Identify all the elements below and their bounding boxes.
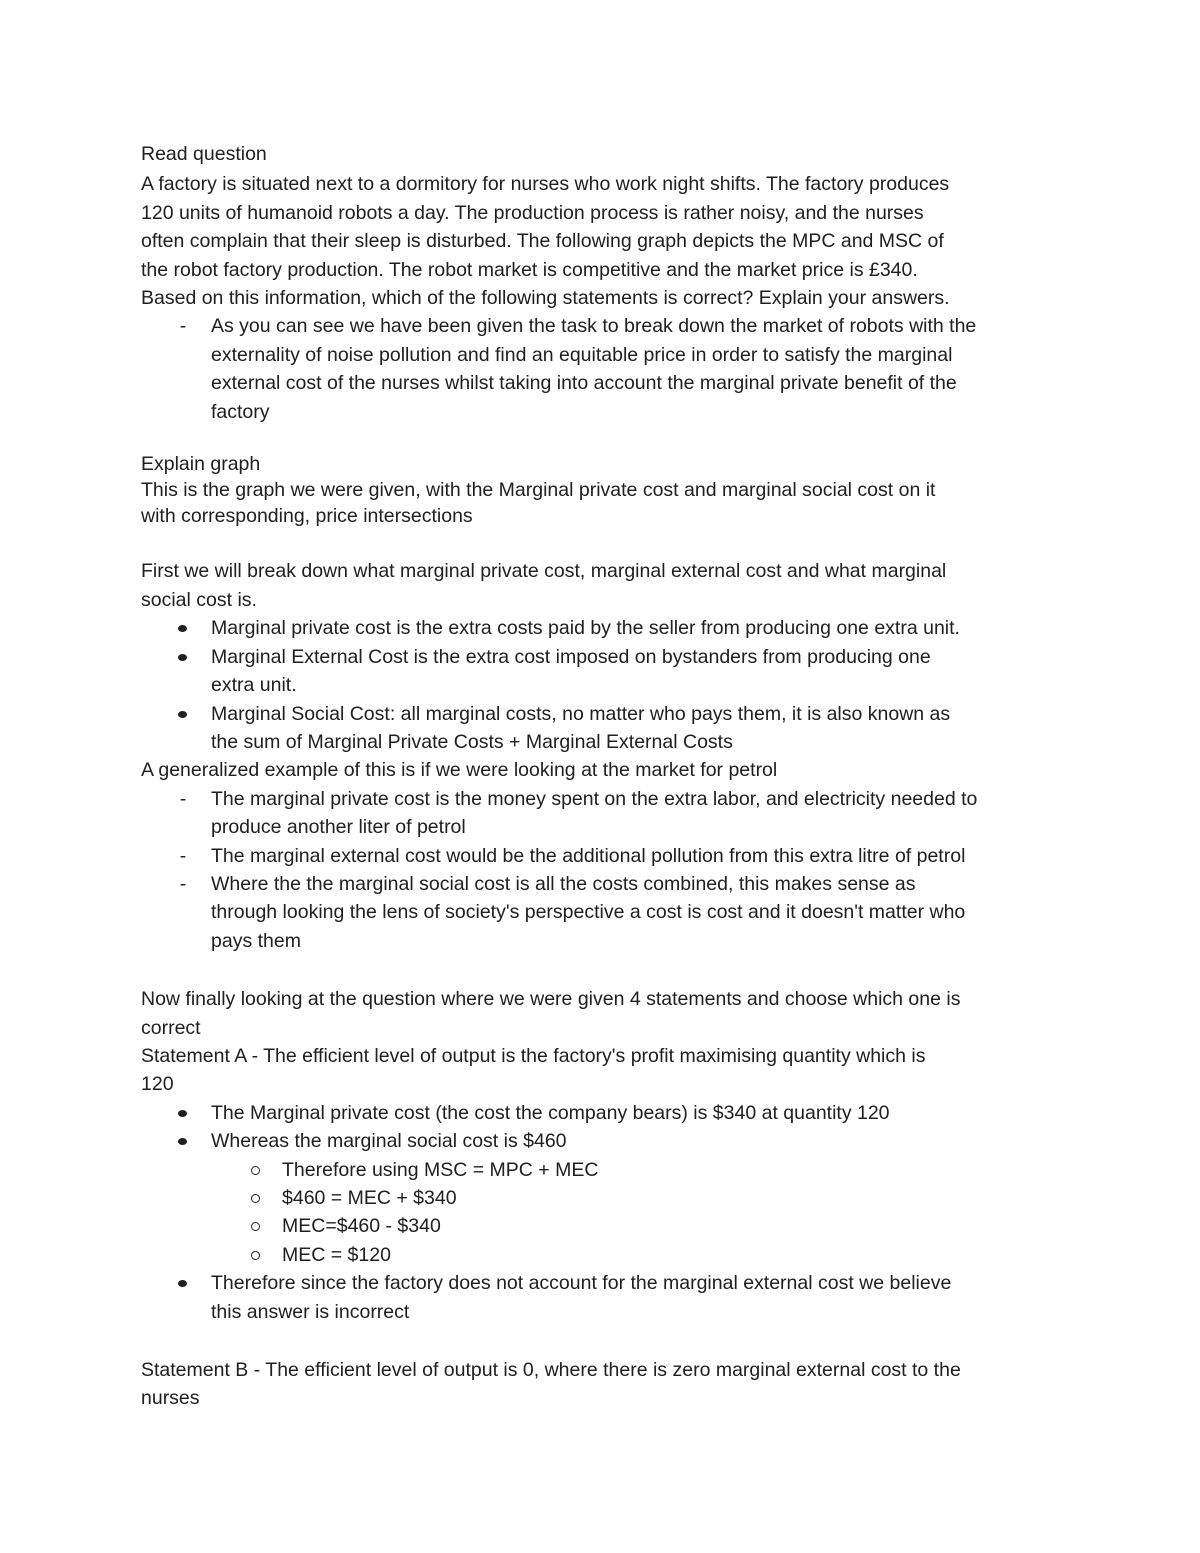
bullet-icon bbox=[178, 711, 187, 718]
list-item bbox=[141, 785, 1071, 842]
graph-line: This is the graph we were given, with the Marginal private cost and marginal social cost on it bbox=[141, 479, 936, 502]
dash-marker: - bbox=[179, 787, 187, 810]
question-line: the robot factory production. The robot market is competitive and the market price is £340. bbox=[141, 258, 918, 281]
list-item bbox=[141, 312, 1071, 426]
list-item-line: external cost of the nurses whilst taking into account the marginal private benefit of the bbox=[211, 372, 957, 395]
statement-b: nurses bbox=[141, 1387, 200, 1410]
read-question-heading: Read question bbox=[141, 143, 267, 165]
circle-bullet-icon bbox=[251, 1194, 260, 1203]
list-item-line: MEC=$460 - $340 bbox=[282, 1215, 441, 1238]
list-item-line: As you can see we have been given the task to break down the market of robots with the bbox=[211, 315, 977, 338]
circle-bullet-icon bbox=[251, 1251, 260, 1260]
question-line: Based on this information, which of the following statements is correct? Explain your answers. bbox=[141, 287, 950, 310]
list-item bbox=[141, 1269, 1071, 1326]
final-line: correct bbox=[141, 1016, 201, 1039]
list-item-line: this answer is incorrect bbox=[211, 1300, 410, 1323]
breakdown-line: social cost is. bbox=[141, 588, 257, 611]
list-item bbox=[141, 614, 1071, 642]
list-item-line: The marginal private cost is the money spent on the extra labor, and electricity needed to bbox=[211, 787, 978, 810]
circle-bullet-icon bbox=[251, 1222, 260, 1231]
statement-a-list bbox=[141, 1099, 1071, 1326]
list-item-line: Therefore since the factory does not account for the marginal external cost we believe bbox=[211, 1272, 952, 1295]
definitions-list bbox=[141, 614, 1071, 756]
list-item-line: MEC = $120 bbox=[282, 1243, 391, 1266]
list-item-line: Whereas the marginal social cost is $460 bbox=[211, 1130, 567, 1153]
list-item bbox=[141, 870, 1071, 955]
list-item-line: $460 = MEC + $340 bbox=[282, 1187, 457, 1209]
list-item bbox=[141, 1099, 1071, 1127]
question-line: often complain that their sleep is disturbed. The following graph depicts the MPC and MSC of bbox=[141, 230, 944, 253]
statement-a: 120 bbox=[141, 1073, 174, 1096]
petrol-intro: A generalized example of this is if we were looking at the market for petrol bbox=[141, 759, 778, 782]
question-line: 120 units of humanoid robots a day. The production process is rather noisy, and the nurses bbox=[141, 201, 924, 224]
bullet-icon bbox=[178, 1138, 187, 1145]
list-item-line: through looking the lens of society's perspective a cost is cost and it doesn't matter who bbox=[211, 901, 966, 924]
dash-marker: - bbox=[179, 872, 187, 895]
graph-line: with corresponding, price intersections bbox=[141, 504, 473, 527]
list-item bbox=[141, 643, 1071, 700]
document-page bbox=[141, 140, 1071, 1413]
sub-list-item bbox=[141, 1241, 1071, 1269]
list-item-line: externality of noise pollution and find an equitable price in order to satisfy the marginal bbox=[211, 343, 953, 366]
explain-graph-heading: Explain graph bbox=[141, 453, 261, 476]
sub-list-item bbox=[141, 1156, 1071, 1184]
bullet-icon bbox=[178, 654, 187, 661]
circle-bullet-icon bbox=[251, 1166, 260, 1175]
list-item-line: pays them bbox=[211, 929, 301, 952]
list-item-line: The marginal external cost would be the additional pollution from this extra litre of petrol bbox=[211, 844, 966, 867]
list-item-line: The Marginal private cost (the cost the company bears) is $340 at quantity 120 bbox=[211, 1101, 890, 1124]
list-item-line: Where the the marginal social cost is all the costs combined, this makes sense as bbox=[211, 872, 916, 895]
list-item-line: Marginal private cost is the extra costs paid by the seller from producing one extra unit. bbox=[211, 617, 960, 640]
dash-marker: - bbox=[179, 315, 187, 338]
list-item bbox=[141, 842, 1071, 870]
statement-b: Statement B - The efficient level of output is 0, where there is zero marginal external cost to the bbox=[141, 1359, 961, 1382]
dash-marker: - bbox=[179, 844, 187, 867]
question-line: A factory is situated next to a dormitory for nurses who work night shifts. The factory produces bbox=[141, 173, 950, 196]
intro-dash-list bbox=[141, 312, 1071, 426]
list-item-line: Marginal External Cost is the extra cost imposed on bystanders from producing one bbox=[211, 645, 931, 668]
petrol-list bbox=[141, 785, 1071, 955]
list-item bbox=[141, 1127, 1071, 1155]
bullet-icon bbox=[178, 625, 187, 632]
list-item-line: extra unit. bbox=[211, 674, 297, 697]
sub-list-item bbox=[141, 1212, 1071, 1240]
list-item-line: Marginal Social Cost: all marginal costs, no matter who pays them, it is also known as bbox=[211, 702, 951, 725]
list-item-line: factory bbox=[211, 400, 270, 423]
list-item-line: produce another liter of petrol bbox=[211, 816, 466, 839]
sub-list-item bbox=[141, 1184, 1071, 1212]
list-item bbox=[141, 700, 1071, 757]
final-line: Now finally looking at the question where we were given 4 statements and choose which one is bbox=[141, 988, 961, 1011]
list-item-line: Therefore using MSC = MPC + MEC bbox=[282, 1158, 599, 1181]
statement-a: Statement A - The efficient level of output is the factory's profit maximising quantity which is bbox=[141, 1044, 926, 1067]
breakdown-line: First we will break down what marginal private cost, marginal external cost and what marginal bbox=[141, 560, 947, 583]
list-item-line: the sum of Marginal Private Costs + Marginal External Costs bbox=[211, 730, 733, 753]
bullet-icon bbox=[178, 1280, 187, 1287]
bullet-icon bbox=[178, 1110, 187, 1117]
